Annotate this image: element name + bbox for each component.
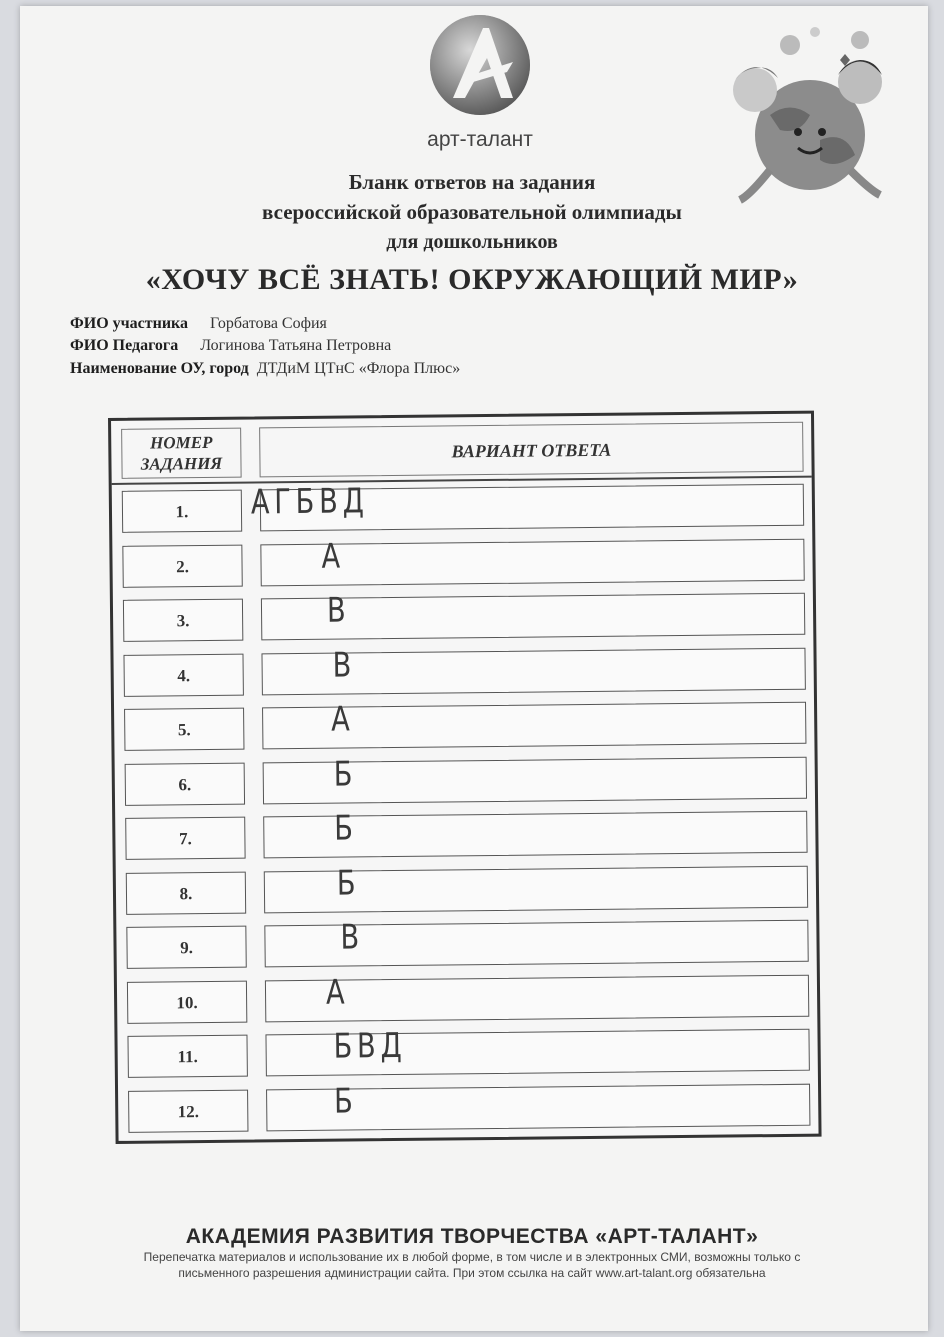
answer-cell <box>265 974 809 1022</box>
handwritten-answer: Б <box>333 753 358 795</box>
organization-value: ДТДиМ ЦТнС «Флора Плюс» <box>256 360 461 377</box>
answer-cell <box>250 481 804 532</box>
answers-table <box>108 411 822 1144</box>
olympiad-name: «ХОЧУ ВСЁ ЗНАТЬ! ОКРУЖАЮЩИЙ МИР» <box>145 263 799 296</box>
teacher-value: Логинова Татьяна Петровна <box>200 337 392 354</box>
handwritten-answer: В <box>340 917 365 958</box>
task-number: 11. <box>127 1035 247 1078</box>
handwritten-answer: В <box>332 644 357 686</box>
table-header <box>111 414 812 485</box>
table-row <box>114 696 815 757</box>
table-row <box>116 859 817 920</box>
answer-cell <box>263 808 807 859</box>
task-number: 8. <box>126 871 246 914</box>
handwritten-answer: АГБВД <box>250 481 369 523</box>
organization-info <box>70 360 460 378</box>
answer-cell <box>263 753 807 804</box>
brand-name: арт-талант <box>427 128 533 151</box>
teacher-info <box>70 337 391 355</box>
task-number: 3. <box>123 599 243 642</box>
task-number: 2. <box>122 544 242 587</box>
organization-label: Наименование ОУ, город <box>70 360 249 377</box>
handwritten-answer: А <box>325 972 350 1013</box>
title-line-3: для дошкольников <box>386 231 558 253</box>
table-row <box>117 968 818 1029</box>
handwritten-answer: А <box>321 536 346 577</box>
participant-label: ФИО участника <box>70 315 189 332</box>
footer-title: АКАДЕМИЯ РАЗВИТИЯ ТВОРЧЕСТВА «АРТ-ТАЛАНТ» <box>185 1225 759 1248</box>
answer-cell <box>266 1080 810 1131</box>
table-row <box>118 1077 819 1138</box>
handwritten-answer: Б <box>333 1080 358 1122</box>
table-row <box>115 750 816 811</box>
title-line-2: всероссийской образовательной олимпиады <box>262 200 682 224</box>
table-row <box>112 478 813 539</box>
table-row <box>117 1023 818 1084</box>
footer-notice-line-1: Перепечатка материалов и использование их в любой форме, в том числе и в электронных СМИ, возможны только с <box>143 1250 801 1264</box>
handwritten-answer: Б <box>336 862 361 904</box>
table-row <box>115 805 816 866</box>
answer-cell <box>261 590 805 641</box>
task-number: 4. <box>123 653 243 696</box>
participant-value: Горбатова София <box>210 315 327 332</box>
teacher-label: ФИО Педагога <box>70 337 179 354</box>
table-row <box>113 587 814 648</box>
table-row <box>116 914 817 975</box>
art-talant-logo-icon <box>425 10 535 120</box>
answer-cell <box>262 699 806 750</box>
answer-cell <box>264 917 808 968</box>
table-row <box>113 641 814 702</box>
title-line-1: Бланк ответов на задания <box>348 170 596 194</box>
handwritten-answer: Б <box>334 808 358 849</box>
task-number: 12. <box>128 1089 248 1132</box>
table-row <box>112 532 813 593</box>
task-number: 6. <box>125 762 245 805</box>
handwritten-answer: А <box>330 699 355 740</box>
task-number: 10. <box>127 980 247 1023</box>
answer-cell <box>264 862 808 913</box>
handwritten-answer: В <box>326 590 351 631</box>
answer-cell <box>260 538 804 586</box>
answer-cell <box>265 1025 809 1077</box>
footer-notice-line-2: письменного разрешения администрации сайта. При этом ссылка на сайт www.art-talant.org обязательна <box>178 1266 766 1280</box>
handwritten-answer: БВД <box>333 1025 407 1067</box>
task-number: 9. <box>126 926 246 969</box>
header-answer-variant: ВАРИАНТ ОТВЕТА <box>259 422 803 478</box>
task-number: 1. <box>122 490 242 533</box>
task-number: 5. <box>124 708 244 751</box>
task-number: 7. <box>125 817 245 860</box>
participant-info <box>70 315 327 333</box>
header-task-number: НОМЕР ЗАДАНИЯ <box>121 428 242 479</box>
answer-cell <box>261 644 805 695</box>
